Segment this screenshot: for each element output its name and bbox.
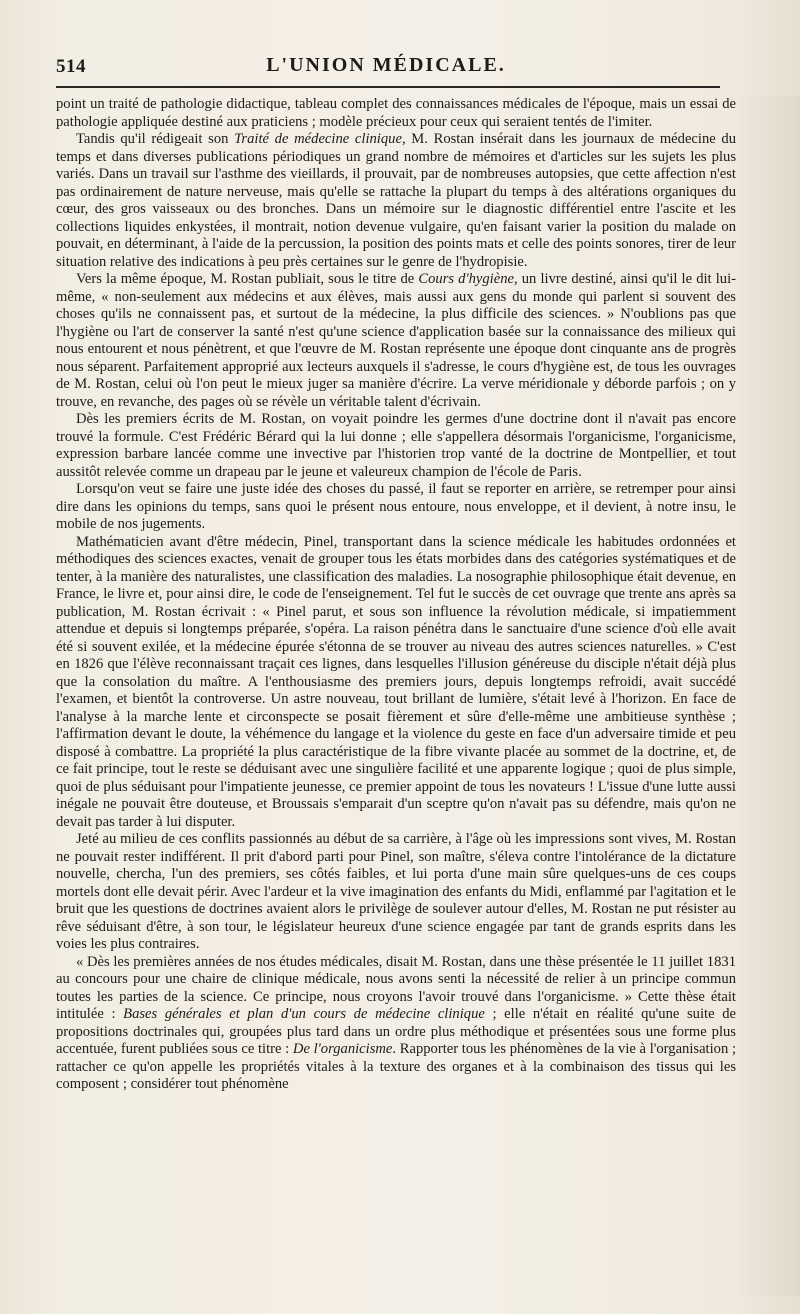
paragraph <box>56 481 736 534</box>
paragraph-text: Lorsqu'on veut se faire une juste idée des choses du passé, il faut se reporter en arrière, se retremper pour ainsi dire dans les opinions du temps, sans quoi le présent nous entoure, nous enveloppe, et il devient, à notre insu, le mobile de nos jugements. <box>56 481 736 532</box>
paragraph-text: . Rapporter tous les phénomènes de la vie à l'organisation ; rattacher ce qu'on appelle les propriétés vitales à la texture des organes et à la combinaison des tissus qui les composent ; considérer tout phénomène <box>56 1041 737 1092</box>
paragraph-text: point un traité de pathologie didactique, tableau complet des connaissances médicales de l'époque, mais un essai de pathologie appliquée destiné aux praticiens ; modèle précieux pour ceux qui seraient tentés de l'imiter. <box>56 96 736 130</box>
paragraph-text: « Dès les premières années de nos études médicales, disait M. Rostan, dans une thèse présentée le 11 juillet 1831 au concours pour une chaire de clinique médicale, nous avons senti la nécessité de relier à un principe commun toutes les parties de la science. Ce principe, nous croyons l'avoir trouvé dans l'organicisme. » Cette thèse était intitulée : <box>56 953 736 1022</box>
italic-title: Traité de médecine clinique <box>234 131 402 147</box>
paragraph <box>56 831 736 954</box>
paragraph <box>56 534 736 832</box>
paragraph-text: Jeté au milieu de ces conflits passionnés au début de sa carrière, à l'âge où les impressions sont vives, M. Rostan ne pouvait rester indifférent. Il prit d'abord parti pour Pinel, son maître, s'éleva contre l'intolérance de la dictature nouvelle, chercha, l'un des premiers, ses côtés faibles, et lui porta d'une main sûre quelques-uns de ces coups mortels dont elle devait périr. Avec l'ardeur et la vive imagination des enfants du Midi, enflammé par l'agitation et le bruit que les questions de doctrines avaient alors le privilège de soulever autour d'elles, M. Rostan ne put résister au rêve séduisant d'être, à son tour, le législateur heureux d'une science engagée par tant de grands esprits dans les voies les plus contraires. <box>56 831 736 952</box>
paragraph-text: , M. Rostan insérait dans les journaux de médecine du temps et dans diverses publications périodiques un grand nombre de mémoires et d'articles sur les sujets les plus variés. Dans un travail sur l'asthme des vieillards, il prouvait, par de nombreuses autopsies, que cette affection n'est pas ordinairement de nature nerveuse, mais qu'elle se rattache la plupart du temps à des altérations organiques du cœur, des gros vaisseaux ou des bronches. Dans un mémoire sur le diagnostic différentiel entre l'ascite et les collections liquides enkystées, il montrait, notion devenue vulgaire, qu'en faisant varier la position du malade on pouvait, en déterminant, à l'aide de la percussion, la position des points mats et celle des points sonores, tirer de leur situation relative des indications à peu près certaines sur le genre de l'hydropisie. <box>56 131 737 270</box>
paragraph-text: , un livre destiné, ainsi qu'il le dit lui-même, « non-seulement aux médecins et aux élèves, mais aussi aux gens du monde qui parlent si souvent des choses qu'ils ne connaissent pas, et surtout de la médecine, la plus difficile des sciences. » N'oublions pas que l'hygiène ou l'art de conserver la santé n'est qu'une science d'application basée sur la connaissance des milieux qui nous entourent et nous pénètrent, et que l'œuvre de M. Rostan représente une époque dont cinquante ans de progrès nous séparent. Parfaitement approprié aux lecteurs auxquels il s'adresse, le cours d'hygiène est, de tous les ouvrages de M. Rostan, celui où l'on peut le mieux juger sa manière d'écrire. La verve méridionale y déborde parfois ; on y trouve, en revanche, des pages où se révèle un véritable talent d'écrivain. <box>56 271 736 410</box>
running-head <box>56 50 716 80</box>
page-edge-shadow <box>736 96 800 1296</box>
paragraph <box>56 271 736 411</box>
paragraph-text: ; elle n'était en réalité qu'une suite de propositions doctrinales qui, groupées plus tard dans un ordre plus méthodique et présentées sous une forme plus accentuée, furent publiées sous ce titre : <box>56 1006 736 1057</box>
header-rule <box>56 86 720 88</box>
paragraph <box>56 411 736 481</box>
italic-title: Cours d'hygiène <box>418 271 514 287</box>
italic-title: De l'organicisme <box>292 1041 393 1057</box>
italic-title: Bases générales et plan d'un cours de médecine clinique <box>123 1006 485 1022</box>
paragraph-text: Mathématicien avant d'être médecin, Pinel, transportant dans la science médicale les habitudes ordonnées et méthodiques des sciences exactes, venait de grouper tous les états morbides dans des catégories systématiques et de tenter, à la manière des naturalistes, une classification des maladies. La nosographie philosophique était devenue, en France, le livre et, pour ainsi dire, le code de l'enseignement. Tel fut le succès de cet ouvrage que trente ans après sa publication, M. Rostan écrivait : « Pinel parut, et sous son influence la révolution médicale, si impatiemment attendue et depuis si longtemps préparée, s'opéra. La raison pénétra dans le sanctuaire d'une science d'où elle avait été si souvent exilée, et la médecine épurée s'étonna de se trouver au niveau des autres sciences naturelles. » C'est en 1826 que l'élève reconnaissant traçait ces lignes, dans lesquelles l'illusion généreuse du disciple n'était déjà plus que la consolation du maître. A l'enthousiasme des premiers jours, depuis longtemps refroidi, avait succédé l'examen, et bientôt la controverse. Un astre nouveau, tout brillant de lumière, s'était levé à l'horizon. En face de l'analyse à la marche lente et circonspecte se posait fièrement et sûre d'elle-même une ambitieuse synthèse ; l'affirmation devant le doute, la véhémence du langage et la violence du geste en face d'un adversaire timide et peu disposé à combattre. La propriété la plus caractéristique de la fibre vivante placée au sommet de la doctrine, et, de ce fait principe, tout le reste se déduisant avec une singulière facilité et une apparente logique ; quoi de plus simple, quoi de plus séduisant pour l'impatiente jeunesse, ce premier appoint de tous les novateurs ! L'issue d'une lutte aussi inégale ne pouvait être douteuse, et Broussais s'emparait d'un sceptre qu'on n'avait pas su défendre, mais qu'on ne devait pas tarder à lui disputer. <box>56 533 736 830</box>
page-number: 514 <box>56 56 86 77</box>
journal-title: L'UNION MÉDICALE. <box>266 54 506 76</box>
paragraph <box>56 954 736 1094</box>
paragraph-text: Dès les premiers écrits de M. Rostan, on voyait poindre les germes d'une doctrine dont il n'avait pas encore trouvé la formule. C'est Frédéric Bérard qui la lui donne ; elle s'appellera désormais l'organicisme, l'organicisme, expression barbare lancée comme une invective par l'historien trop vanté de la doctrine de Montpellier, et tout aussitôt relevée comme un drapeau par le jeune et valeureux champion de l'école de Paris. <box>56 411 736 480</box>
paragraph <box>56 96 736 131</box>
article-body <box>56 96 736 1094</box>
paragraph <box>56 131 736 271</box>
paragraph-text: Tandis qu'il rédigeait son <box>76 131 235 147</box>
paragraph-text: Vers la même époque, M. Rostan publiait, sous le titre de <box>76 271 419 287</box>
